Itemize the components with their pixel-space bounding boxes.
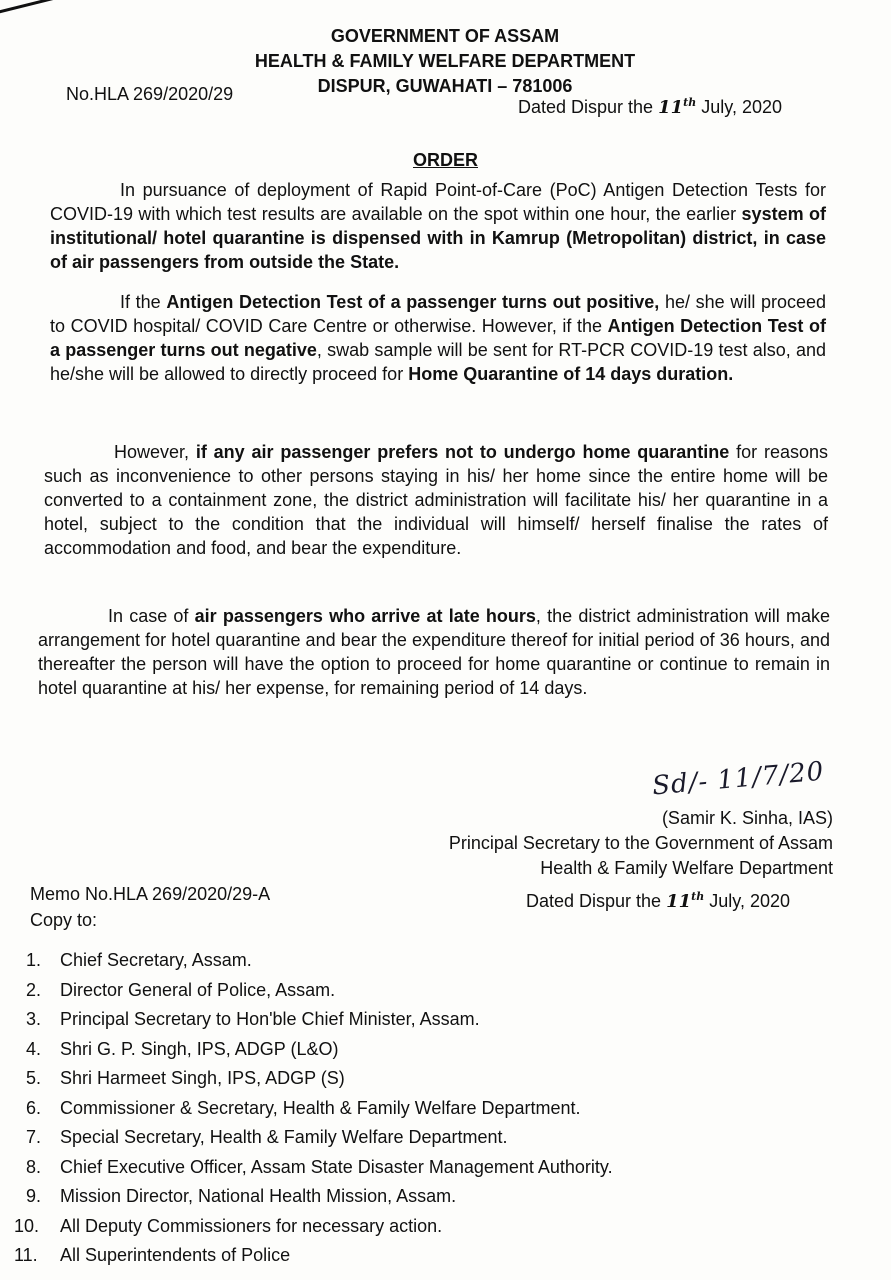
order-date-suffix: th xyxy=(683,96,697,109)
list-item xyxy=(14,1009,794,1039)
list-item-number: 4. xyxy=(26,1038,42,1059)
list-item-number: 2. xyxy=(26,979,42,1000)
list-item-number: 9. xyxy=(26,1186,42,1206)
letterhead xyxy=(210,24,680,99)
list-item xyxy=(14,1127,794,1157)
paragraph-4 xyxy=(38,604,830,700)
list-item-text: All Deputy Commissioners for necessary action. xyxy=(60,1215,443,1236)
list-item-number: 7. xyxy=(26,1127,42,1147)
corner-mark xyxy=(0,0,59,15)
paragraph-2-bold-1: Antigen Detection Test of a passenger turns out positive, xyxy=(166,292,660,312)
paragraph-2-bold-3: Home Quarantine of 14 days duration. xyxy=(408,364,734,384)
paragraph-1-text-1: In pursuance of deployment of Rapid Point-of-Care (PoC) Antigen Detection Tests for COVID-19 with which test results are available on the spot within one hour, the earlier xyxy=(50,180,826,224)
list-item xyxy=(14,1216,794,1246)
list-item-number: 1. xyxy=(26,950,42,970)
paragraph-4-text-2: , the district administration will make arrangement for hotel quarantine and bear the expenditure thereof for initial period of 36 hours, and thereafter the person will have the option to proceed for home quarantine or continue to remain in hotel quarantine at his/ her expense, for remaining period of 14 days. xyxy=(38,606,830,698)
paragraph-3-bold-1: if any air passenger prefers not to undergo home quarantine xyxy=(195,442,730,462)
signatory-department: Health & Family Welfare Department xyxy=(540,858,833,878)
list-item-number: 10. xyxy=(14,1215,40,1236)
letterhead-line-government: GOVERNMENT OF ASSAM xyxy=(330,26,560,46)
paragraph-1 xyxy=(50,178,826,274)
memo-date xyxy=(526,890,790,912)
list-item xyxy=(14,1068,794,1098)
list-item-text: Chief Executive Officer, Assam State Disaster Management Authority. xyxy=(60,1156,613,1177)
list-item xyxy=(14,950,794,980)
list-item-number: 8. xyxy=(26,1156,42,1177)
list-item-text: All Superintendents of Police xyxy=(60,1245,291,1265)
list-item xyxy=(14,1186,794,1216)
order-date xyxy=(518,96,782,118)
list-item xyxy=(14,1098,794,1128)
paragraph-2-bold-2: Antigen Detection Test of a passenger turns out negative xyxy=(50,316,826,360)
paragraph-2-text-1: If the xyxy=(120,292,167,312)
signatory-name: (Samir K. Sinha, IAS) xyxy=(661,808,833,828)
paragraph-3-text-2: for reasons such as inconvenience to other persons staying in his/ her home since the entire home will be converted to a containment zone, the district administration will facilitate his/ her quarantine in a hotel, subject to the condition that the individual will himself/ herself finalise the rates of accommodation and food, and bear the expenditure. xyxy=(44,442,828,558)
list-item-text: Mission Director, National Health Mission, Assam. xyxy=(60,1186,457,1206)
copy-list xyxy=(14,950,794,1275)
list-item-text: Special Secretary, Health & Family Welfare Department. xyxy=(60,1127,508,1147)
paragraph-3 xyxy=(44,440,828,560)
list-item-text: Director General of Police, Assam. xyxy=(60,979,336,1000)
list-item-number: 11. xyxy=(14,1245,38,1265)
memo-date-day: 11 xyxy=(666,891,692,912)
list-item xyxy=(14,980,794,1010)
list-item-number: 3. xyxy=(26,1009,42,1029)
list-item xyxy=(14,1245,794,1275)
list-item-text: Commissioner & Secretary, Health & Family Welfare Department. xyxy=(60,1097,581,1118)
paragraph-4-bold-1: air passengers who arrive at late hours xyxy=(194,606,536,626)
reference-number: No.HLA 269/2020/29 xyxy=(66,84,234,104)
paragraph-3-text-1: However, xyxy=(114,442,196,462)
paragraph-4-text-1: In case of xyxy=(108,606,195,626)
memo-number: Memo No.HLA 269/2020/29-A xyxy=(30,884,271,904)
order-title: ORDER xyxy=(412,150,478,170)
list-item xyxy=(14,1039,794,1069)
memo-date-prefix: Dated Dispur the xyxy=(526,891,662,911)
memo-date-suffix: th xyxy=(691,890,705,903)
letterhead-line-department: HEALTH & FAMILY WELFARE DEPARTMENT xyxy=(254,51,636,71)
signatory-block xyxy=(449,806,833,881)
list-item-text: Principal Secretary to Hon'ble Chief Minister, Assam. xyxy=(60,1009,480,1029)
list-item-number: 6. xyxy=(26,1097,42,1118)
memo-date-month-year: July, 2020 xyxy=(709,891,790,911)
paragraph-2-text-3: , swab sample will be sent for RT-PCR COVID-19 test also, and he/she will be allowed to directly proceed for xyxy=(50,340,826,384)
handwritten-signature: Sd/- 11/7/20 xyxy=(651,756,826,802)
order-date-prefix: Dated Dispur the xyxy=(518,97,654,117)
list-item-text: Shri G. P. Singh, IPS, ADGP (L&O) xyxy=(60,1038,339,1059)
order-date-day: 11 xyxy=(658,97,684,118)
signatory-designation: Principal Secretary to the Government of Assam xyxy=(448,833,833,853)
copy-to-label: Copy to: xyxy=(30,910,98,930)
list-item-number: 5. xyxy=(26,1068,42,1088)
paragraph-2-text-2: he/ she will proceed to COVID hospital/ COVID Care Centre or otherwise. However, if the xyxy=(50,292,827,336)
paragraph-2 xyxy=(50,290,826,386)
letterhead-line-address: DISPUR, GUWAHATI – 781006 xyxy=(317,76,573,96)
list-item-text: Chief Secretary, Assam. xyxy=(60,950,252,970)
order-date-month-year: July, 2020 xyxy=(701,97,782,117)
paragraph-1-bold-1: system of institutional/ hotel quarantine is dispensed with in Kamrup (Metropolitan) district, in case of air passengers from outside the State. xyxy=(50,204,826,272)
list-item-text: Shri Harmeet Singh, IPS, ADGP (S) xyxy=(60,1068,345,1088)
list-item xyxy=(14,1157,794,1187)
